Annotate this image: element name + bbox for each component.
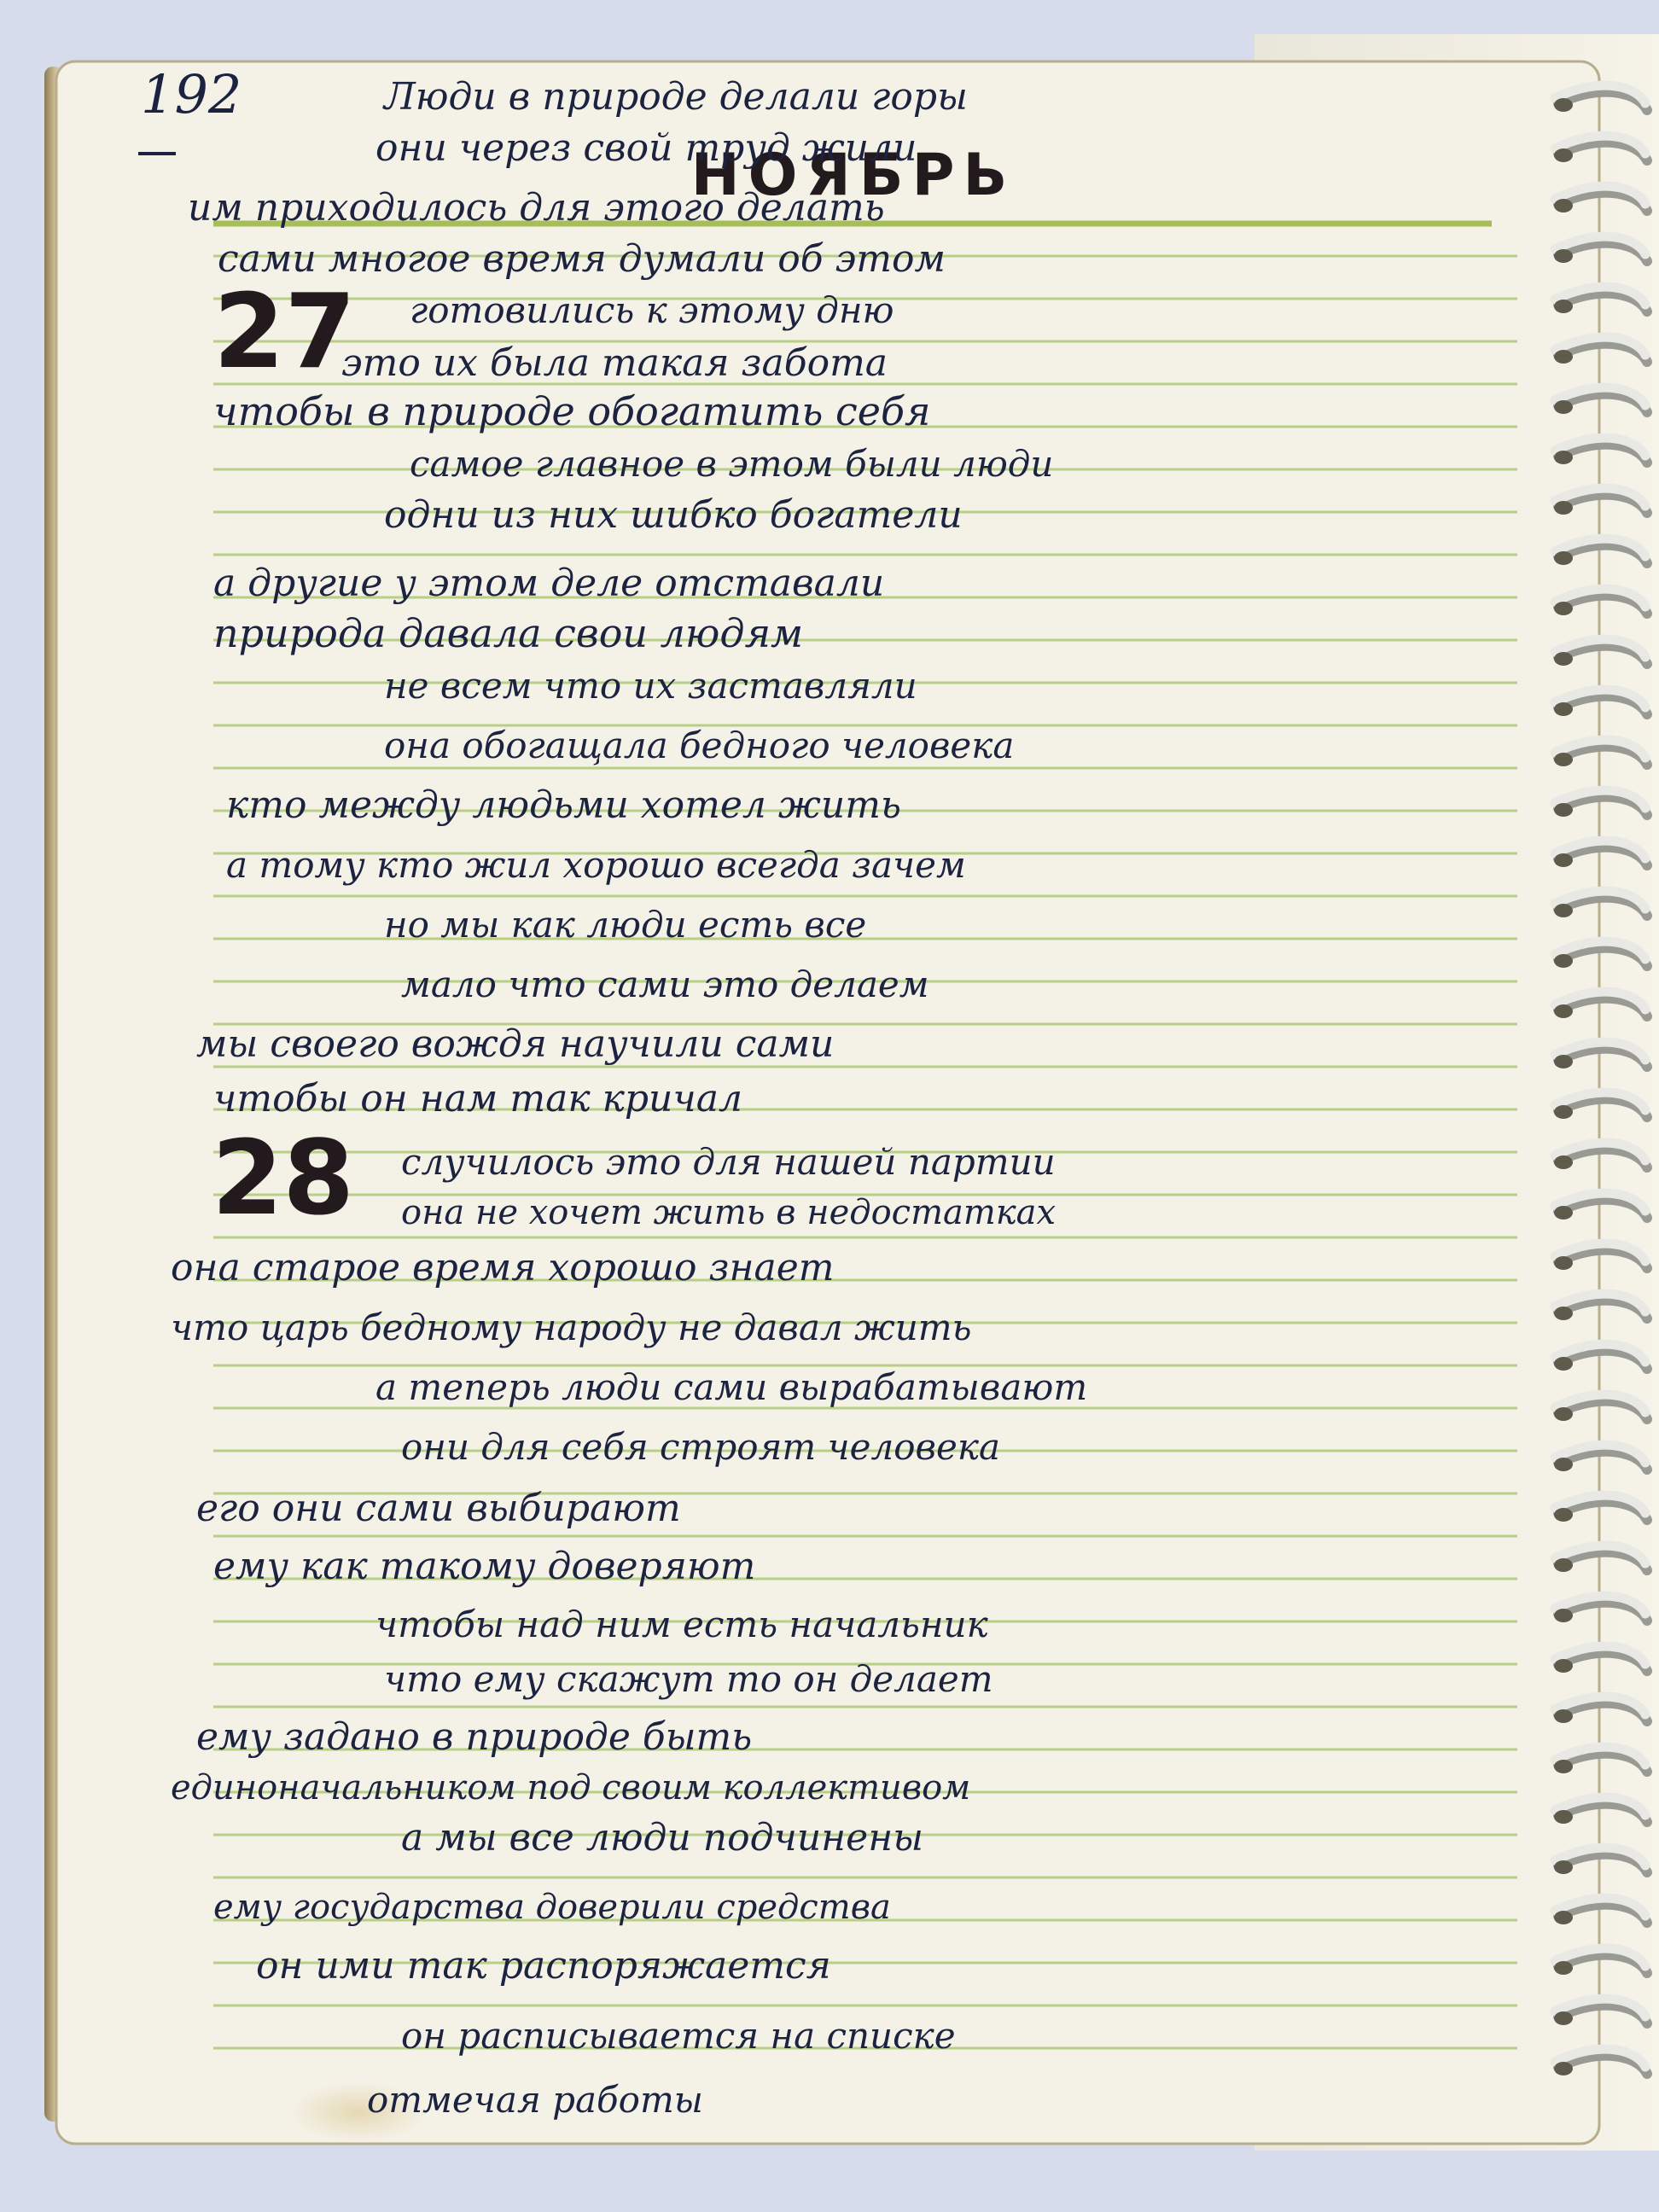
binding-hole — [1554, 1659, 1573, 1673]
handwriting-line: чтобы он нам так кричал — [213, 1077, 743, 1121]
binding-hole — [1554, 1609, 1573, 1622]
binding-hole — [1554, 1206, 1573, 1220]
handwriting-line: готовились к этому дню — [410, 289, 894, 331]
handwriting-line: что ему скажут то он делает — [384, 1658, 993, 1700]
handwriting-line: но мы как люди есть все — [384, 904, 867, 946]
handwriting-line: а мы все люди подчинены — [401, 1816, 924, 1860]
handwriting-line: отмечая работы — [367, 2079, 703, 2121]
binding-hole — [1554, 1709, 1573, 1723]
handwriting-line: ему государства доверили средства — [213, 1888, 891, 1927]
handwriting-line: а тому кто жил хорошо всегда зачем — [226, 844, 966, 886]
handwriting-line: она старое время хорошо знает — [171, 1246, 835, 1289]
binding-hole — [1554, 501, 1573, 515]
binding-hole — [1554, 300, 1573, 313]
handwriting-line: он расписывается на списке — [401, 2015, 956, 2057]
binding-hole — [1554, 904, 1573, 917]
binding-hole — [1554, 1004, 1573, 1018]
handwriting-line: единоначальником под своим коллективом — [171, 1768, 971, 1807]
binding-hole — [1554, 199, 1573, 212]
binding-hole — [1554, 2011, 1573, 2025]
binding-hole — [1554, 853, 1573, 867]
handwriting-line: он ими так распоряжается — [256, 1944, 831, 1988]
binding-hole — [1554, 98, 1573, 112]
handwriting-line: они через свой труд жили — [375, 126, 917, 170]
binding-hole — [1554, 1155, 1573, 1169]
binding-hole — [1554, 551, 1573, 565]
handwriting-line: мы своего вождя научили сами — [196, 1022, 835, 1066]
handwriting-line: это их была такая забота — [341, 341, 888, 385]
handwriting-line: самое главное в этом были люди — [410, 443, 1054, 485]
handwriting-line: не всем что их заставляли — [384, 665, 917, 707]
binding-hole — [1554, 1357, 1573, 1371]
month-heading: НОЯБРЬ — [690, 142, 1016, 209]
handwriting-line: она не хочет жить в недостатках — [401, 1193, 1057, 1232]
binding-hole — [1554, 400, 1573, 414]
binding-hole — [1554, 1961, 1573, 1975]
binding-hole — [1554, 148, 1573, 162]
binding-hole — [1554, 602, 1573, 615]
handwriting-line: кто между людьми хотел жить — [226, 783, 901, 827]
handwriting-line: сами многое время думали об этом — [218, 237, 946, 281]
binding-hole — [1554, 1508, 1573, 1522]
day-number-28: 28 — [212, 1120, 354, 1238]
binding-hole — [1554, 249, 1573, 263]
handwriting-line: им приходилось для этого делать — [188, 186, 885, 230]
binding-hole — [1554, 1911, 1573, 1924]
handwriting-line: чтобы над ним есть начальник — [375, 1604, 988, 1645]
binding-hole — [1554, 1810, 1573, 1824]
binding-hole — [1554, 652, 1573, 666]
handwriting-line: его они сами выбирают — [196, 1487, 681, 1530]
handwriting-line: что царь бедному народу не давал жить — [171, 1307, 972, 1348]
binding-hole — [1554, 1055, 1573, 1068]
binding-hole — [1554, 1558, 1573, 1572]
binding-hole — [1554, 702, 1573, 716]
binding-hole — [1554, 954, 1573, 968]
handwriting-line: случилось это для нашей партии — [401, 1141, 1056, 1183]
binding-hole — [1554, 1407, 1573, 1421]
handwriting-line: одни из них шибко богатели — [384, 493, 963, 537]
binding-hole — [1554, 803, 1573, 817]
binding-hole — [1554, 1860, 1573, 1874]
handwritten-page-number: 192 — [141, 63, 242, 125]
handwriting-line: природа давала свои людям — [213, 610, 804, 656]
handwriting-line: чтобы в природе обогатить себя — [213, 388, 931, 434]
handwriting-line: она обогащала бедного человека — [384, 725, 1015, 766]
binding-hole — [1554, 1307, 1573, 1320]
day-number-27: 27 — [213, 273, 356, 392]
binding-hole — [1554, 2062, 1573, 2075]
handwriting-line: а теперь люди сами вырабатывают — [375, 1366, 1088, 1408]
handwriting-line: а другие у этом деле отставали — [213, 562, 885, 605]
binding-hole — [1554, 1458, 1573, 1471]
binding-hole — [1554, 1256, 1573, 1270]
binding-hole — [1554, 753, 1573, 766]
binding-hole — [1554, 451, 1573, 464]
binding-hole — [1554, 1105, 1573, 1119]
handwriting-line: ему задано в природе быть — [196, 1715, 753, 1759]
handwriting-line: они для себя строят человека — [401, 1426, 1000, 1468]
handwriting-line: ему как такому доверяют — [213, 1545, 756, 1588]
binding-hole — [1554, 350, 1573, 364]
handwriting-line: мало что сами это делаем — [401, 963, 929, 1005]
binding-hole — [1554, 1760, 1573, 1773]
handwriting-line: Люди в природе делали горы — [384, 75, 968, 119]
